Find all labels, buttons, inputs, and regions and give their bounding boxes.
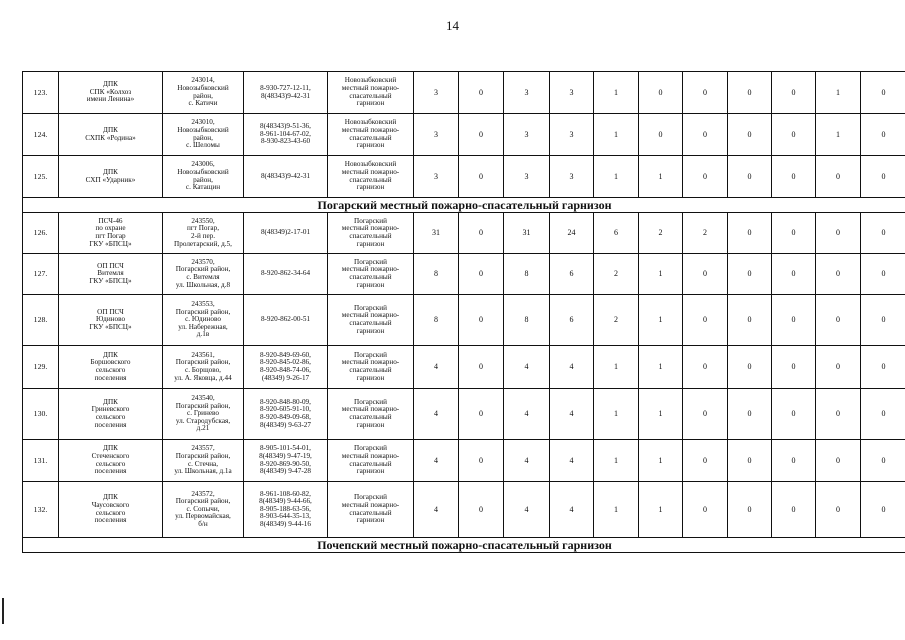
unit-name-cell: ДПК СХП «Ударник» [59, 156, 163, 198]
table-row [23, 114, 905, 156]
address-cell: 243006, Новозыбковский район, с. Катащин [163, 156, 244, 198]
value-cell: 3 [504, 156, 550, 198]
value-cell: 8 [504, 254, 550, 295]
value-cell: 1 [639, 389, 683, 440]
garrison-cell: Погарский местный пожарно- спасательный гарнизон [328, 295, 414, 346]
garrison-cell: Погарский местный пожарно- спасательный гарнизон [328, 346, 414, 389]
value-cell: 4 [550, 346, 594, 389]
phones-cell: 8-920-862-34-64 [244, 254, 328, 295]
value-cell: 2 [594, 254, 639, 295]
table-row [23, 213, 905, 254]
value-cell: 8 [414, 254, 459, 295]
value-cell: 2 [639, 213, 683, 254]
value-cell: 0 [683, 254, 728, 295]
value-cell: 0 [861, 114, 905, 156]
section-title: Погарский местный пожарно-спасательный гарнизон [23, 198, 905, 213]
page-number: 14 [446, 18, 459, 33]
value-cell: 1 [594, 114, 639, 156]
value-cell: 1 [639, 156, 683, 198]
value-cell: 6 [550, 254, 594, 295]
value-cell: 8 [414, 295, 459, 346]
address-cell: 243572, Погарский район, с. Сопычи, ул. Первомайская, б/н [163, 482, 244, 538]
unit-name-cell: ПСЧ-46 по охране пгт Погар ГКУ «БПСЦ» [59, 213, 163, 254]
value-cell: 1 [594, 72, 639, 114]
value-cell: 0 [816, 346, 861, 389]
value-cell: 0 [459, 156, 504, 198]
phones-cell: 8(48343)9-42-31 [244, 156, 328, 198]
value-cell: 0 [816, 254, 861, 295]
value-cell: 0 [816, 156, 861, 198]
value-cell: 0 [861, 72, 905, 114]
value-cell: 4 [414, 482, 459, 538]
section-header-row [23, 538, 905, 553]
value-cell: 0 [683, 156, 728, 198]
fire-units-table [22, 71, 905, 553]
value-cell: 0 [683, 482, 728, 538]
value-cell: 1 [816, 114, 861, 156]
table-row [23, 156, 905, 198]
value-cell: 3 [504, 114, 550, 156]
value-cell: 0 [772, 114, 816, 156]
value-cell: 1 [639, 295, 683, 346]
value-cell: 0 [816, 213, 861, 254]
row-number-cell: 127. [23, 254, 59, 295]
address-cell: 243553, Погарский район, с. Юдиново ул. Набережная, д.1в [163, 295, 244, 346]
value-cell: 0 [459, 389, 504, 440]
value-cell: 0 [816, 482, 861, 538]
value-cell: 0 [772, 440, 816, 482]
row-number-cell: 132. [23, 482, 59, 538]
value-cell: 3 [414, 114, 459, 156]
address-cell: 243570, Погарский район, с. Витемля ул. Школьная, д.8 [163, 254, 244, 295]
section-title: Почепский местный пожарно-спасательный гарнизон [23, 538, 905, 553]
unit-name-cell: ДПК СХПК «Родина» [59, 114, 163, 156]
value-cell: 6 [550, 295, 594, 346]
value-cell: 4 [550, 482, 594, 538]
value-cell: 0 [772, 482, 816, 538]
address-cell: 243014, Новозыбковский район, с. Катичи [163, 72, 244, 114]
row-number-cell: 125. [23, 156, 59, 198]
value-cell: 1 [639, 346, 683, 389]
value-cell: 1 [594, 389, 639, 440]
value-cell: 4 [550, 440, 594, 482]
margin-mark [2, 598, 4, 624]
garrison-cell: Погарский местный пожарно- спасательный гарнизон [328, 440, 414, 482]
value-cell: 3 [414, 156, 459, 198]
value-cell: 1 [816, 72, 861, 114]
value-cell: 2 [594, 295, 639, 346]
value-cell: 31 [504, 213, 550, 254]
unit-name-cell: ДПК Чаусовского сельского поселения [59, 482, 163, 538]
value-cell: 4 [504, 440, 550, 482]
value-cell: 1 [594, 346, 639, 389]
phones-cell: 8(48349)2-17-01 [244, 213, 328, 254]
value-cell: 31 [414, 213, 459, 254]
value-cell: 0 [683, 114, 728, 156]
value-cell: 0 [861, 482, 905, 538]
table-row [23, 389, 905, 440]
unit-name-cell: ДПК Боршовского сельского поселения [59, 346, 163, 389]
value-cell: 0 [459, 295, 504, 346]
address-cell: 243557, Погарский район, с. Стечна, ул. Школьная, д.1а [163, 440, 244, 482]
value-cell: 0 [728, 295, 772, 346]
value-cell: 0 [683, 389, 728, 440]
address-cell: 243561, Погарский район, с. Борщово, ул. А. Яковца, д.44 [163, 346, 244, 389]
value-cell: 0 [459, 482, 504, 538]
value-cell: 4 [504, 482, 550, 538]
value-cell: 0 [683, 346, 728, 389]
value-cell: 4 [414, 440, 459, 482]
table-row [23, 72, 905, 114]
value-cell: 1 [639, 440, 683, 482]
value-cell: 0 [728, 72, 772, 114]
value-cell: 4 [504, 389, 550, 440]
value-cell: 0 [728, 156, 772, 198]
value-cell: 2 [683, 213, 728, 254]
value-cell: 4 [414, 389, 459, 440]
value-cell: 0 [459, 254, 504, 295]
phones-cell: 8-905-101-54-01, 8(48349) 9-47-19, 8-920-869-90-50, 8(48349) 9-47-28 [244, 440, 328, 482]
section-header-row [23, 198, 905, 213]
value-cell: 24 [550, 213, 594, 254]
value-cell: 0 [728, 482, 772, 538]
garrison-cell: Погарский местный пожарно- спасательный гарнизон [328, 254, 414, 295]
value-cell: 3 [414, 72, 459, 114]
phones-cell: 8-961-108-60-82, 8(48349) 9-44-66, 8-905-188-63-56, 8-903-644-35-13, 8(48349) 9-44-16 [244, 482, 328, 538]
value-cell: 0 [459, 346, 504, 389]
value-cell: 0 [816, 295, 861, 346]
value-cell: 0 [772, 72, 816, 114]
value-cell: 0 [459, 114, 504, 156]
row-number-cell: 131. [23, 440, 59, 482]
value-cell: 0 [728, 114, 772, 156]
value-cell: 0 [639, 114, 683, 156]
value-cell: 1 [594, 482, 639, 538]
unit-name-cell: ДПК Гриневского сельского поселения [59, 389, 163, 440]
value-cell: 0 [459, 213, 504, 254]
value-cell: 0 [683, 440, 728, 482]
value-cell: 0 [772, 346, 816, 389]
row-number-cell: 130. [23, 389, 59, 440]
value-cell: 0 [861, 156, 905, 198]
phones-cell: 8(48343)9-51-36, 8-961-104-67-02, 8-930-823-43-60 [244, 114, 328, 156]
value-cell: 1 [594, 156, 639, 198]
unit-name-cell: ДПК Стеченского сельского поселения [59, 440, 163, 482]
value-cell: 0 [816, 440, 861, 482]
value-cell: 0 [683, 72, 728, 114]
value-cell: 0 [861, 295, 905, 346]
garrison-cell: Новозыбковский местный пожарно- спасательный гарнизон [328, 156, 414, 198]
value-cell: 0 [772, 213, 816, 254]
garrison-cell: Новозыбковский местный пожарно- спасательный гарнизон [328, 114, 414, 156]
row-number-cell: 126. [23, 213, 59, 254]
value-cell: 3 [550, 72, 594, 114]
value-cell: 4 [414, 346, 459, 389]
value-cell: 1 [594, 440, 639, 482]
value-cell: 0 [772, 295, 816, 346]
value-cell: 0 [728, 213, 772, 254]
garrison-cell: Новозыбковский местный пожарно- спасательный гарнизон [328, 72, 414, 114]
value-cell: 0 [728, 254, 772, 295]
value-cell: 0 [861, 213, 905, 254]
table-row [23, 440, 905, 482]
value-cell: 0 [861, 440, 905, 482]
phones-cell: 8-920-862-00-51 [244, 295, 328, 346]
value-cell: 4 [504, 346, 550, 389]
value-cell: 1 [639, 254, 683, 295]
table-row [23, 346, 905, 389]
value-cell: 0 [728, 389, 772, 440]
value-cell: 0 [728, 346, 772, 389]
row-number-cell: 123. [23, 72, 59, 114]
value-cell: 0 [772, 389, 816, 440]
address-cell: 243550, пгт Погар, 2-й пер. Пролетарский, д.5, [163, 213, 244, 254]
unit-name-cell: ДПК СПК «Колхоз имени Ленина» [59, 72, 163, 114]
value-cell: 0 [459, 440, 504, 482]
garrison-cell: Погарский местный пожарно- спасательный гарнизон [328, 389, 414, 440]
value-cell: 6 [594, 213, 639, 254]
value-cell: 0 [459, 72, 504, 114]
value-cell: 3 [504, 72, 550, 114]
value-cell: 3 [550, 156, 594, 198]
phones-cell: 8-920-849-69-60, 8-920-845-02-86, 8-920-848-74-06, (48349) 9-26-17 [244, 346, 328, 389]
address-cell: 243010, Новозыбковский район, с. Шеломы [163, 114, 244, 156]
value-cell: 4 [550, 389, 594, 440]
table-row [23, 254, 905, 295]
value-cell: 0 [772, 156, 816, 198]
value-cell: 0 [772, 254, 816, 295]
row-number-cell: 128. [23, 295, 59, 346]
garrison-cell: Погарский местный пожарно- спасательный гарнизон [328, 482, 414, 538]
value-cell: 3 [550, 114, 594, 156]
value-cell: 8 [504, 295, 550, 346]
address-cell: 243540, Погарский район, с. Гринево ул. Стародубская, д.21 [163, 389, 244, 440]
value-cell: 0 [861, 346, 905, 389]
phones-cell: 8-920-848-80-09, 8-920-605-91-10, 8-920-849-09-68, 8(48349) 9-63-27 [244, 389, 328, 440]
table-row [23, 482, 905, 538]
garrison-cell: Погарский местный пожарно- спасательный гарнизон [328, 213, 414, 254]
row-number-cell: 124. [23, 114, 59, 156]
value-cell: 0 [816, 389, 861, 440]
phones-cell: 8-930-727-12-11, 8(48343)9-42-31 [244, 72, 328, 114]
table-row [23, 295, 905, 346]
value-cell: 0 [639, 72, 683, 114]
value-cell: 0 [861, 389, 905, 440]
value-cell: 1 [639, 482, 683, 538]
value-cell: 0 [728, 440, 772, 482]
value-cell: 0 [683, 295, 728, 346]
unit-name-cell: ОП ПСЧ Юдиново ГКУ «БПСЦ» [59, 295, 163, 346]
unit-name-cell: ОП ПСЧ Витемля ГКУ «БПСЦ» [59, 254, 163, 295]
value-cell: 0 [861, 254, 905, 295]
row-number-cell: 129. [23, 346, 59, 389]
